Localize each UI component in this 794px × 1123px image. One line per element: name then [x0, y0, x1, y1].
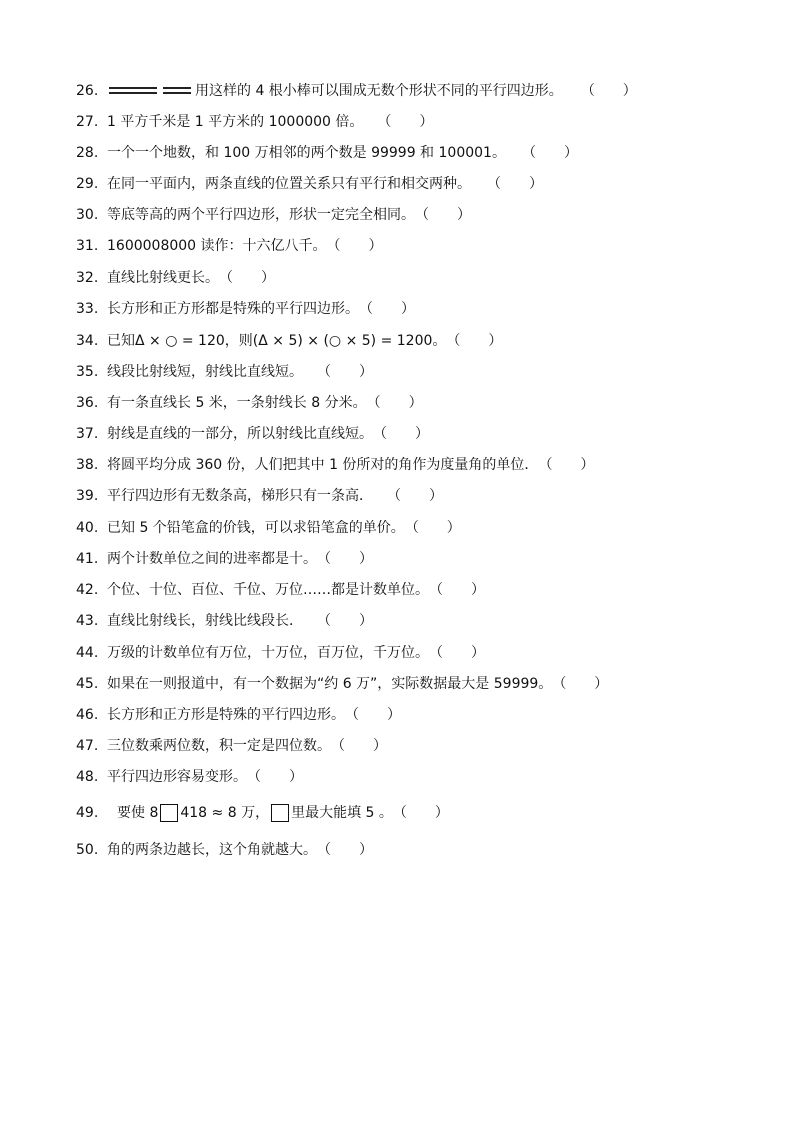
answer-parentheses: （ ） — [373, 426, 429, 442]
question-number: 35. — [76, 364, 99, 380]
answer-parentheses: （ ） — [446, 333, 503, 349]
question-text: 两个计数单位之间的进率都是十。 — [107, 551, 317, 567]
answer-parentheses: （ ） — [247, 769, 303, 785]
question-39 — [76, 485, 443, 507]
question-number: 30. — [76, 207, 99, 223]
sticks-illustration — [107, 84, 193, 98]
question-number: 46. — [76, 707, 99, 723]
question-number: 44. — [76, 645, 99, 661]
question-number: 50. — [76, 842, 99, 858]
question-32 — [76, 267, 275, 289]
question-number: 33. — [76, 301, 99, 317]
answer-parentheses: （ ） — [317, 551, 373, 567]
question-35 — [76, 361, 373, 383]
question-text: 角的两条边越长，这个角就越大。 — [107, 842, 317, 858]
question-text: 线段比射线短，射线比直线短。 — [107, 364, 303, 380]
question-text: 长方形和正方形都是特殊的平行四边形。 — [107, 301, 359, 317]
answer-parentheses: （ ） — [317, 613, 373, 629]
question-text: 直线比射线长，射线比线段长． — [107, 613, 303, 629]
answer-parentheses: （ ） — [366, 395, 423, 411]
question-text: 用这样的 4 根小棒可以围成无数个形状不同的平行四边形。 — [195, 83, 563, 99]
question-text-part-b: 418 ≈ 8 万， — [180, 805, 270, 821]
question-text: 一个一个地数，和 100 万相邻的两个数是 99999 和 100001。 — [107, 145, 506, 161]
question-number: 45. — [76, 676, 99, 692]
question-number: 32. — [76, 270, 99, 286]
question-47 — [76, 735, 387, 757]
question-text: 如果在一则报道中，有一个数据为“约 6 万”，实际数据最大是 59999。 — [107, 676, 553, 692]
question-text: 直线比射线更长。 — [107, 270, 219, 286]
question-31 — [76, 235, 383, 257]
question-number: 39. — [76, 488, 99, 504]
question-number: 34. — [76, 333, 99, 349]
answer-parentheses: （ ） — [580, 83, 637, 99]
question-41 — [76, 548, 373, 570]
question-text: 万级的计数单位有万位，十万位，百万位，千万位。 — [107, 645, 429, 661]
blank-box — [160, 804, 178, 822]
question-number: 27. — [76, 114, 99, 130]
question-text: 长方形和正方形是特殊的平行四边形。 — [107, 707, 345, 723]
answer-parentheses: （ ） — [552, 676, 609, 692]
blank-box — [271, 804, 289, 822]
question-number: 31. — [76, 238, 99, 254]
answer-parentheses: （ ） — [387, 488, 443, 504]
question-text: 射线是直线的一部分，所以射线比直线短。 — [107, 426, 373, 442]
answer-parentheses: （ ） — [538, 457, 595, 473]
question-33 — [76, 298, 415, 320]
question-43 — [76, 610, 373, 632]
answer-parentheses: （ ） — [326, 238, 383, 254]
question-number: 41. — [76, 551, 99, 567]
answer-parentheses: （ ） — [377, 114, 434, 130]
question-50 — [76, 839, 373, 861]
question-text: 个位、十位、百位、千位、万位……都是计数单位。 — [107, 582, 429, 598]
question-number: 47. — [76, 738, 99, 754]
question-text: 平行四边形有无数条高，梯形只有一条高． — [107, 488, 373, 504]
answer-parentheses: （ ） — [392, 805, 449, 821]
answer-parentheses: （ ） — [359, 301, 415, 317]
question-text: 将圆平均分成 360 份，人们把其中 1 份所对的角作为度量角的单位． — [107, 457, 539, 473]
question-34 — [76, 330, 502, 352]
answer-parentheses: （ ） — [521, 145, 578, 161]
question-30 — [76, 204, 471, 226]
answer-parentheses: （ ） — [317, 842, 373, 858]
question-text: 平行四边形容易变形。 — [107, 769, 247, 785]
question-28 — [76, 142, 578, 164]
question-number: 26. — [76, 83, 99, 99]
question-number: 36. — [76, 395, 99, 411]
answer-parentheses: （ ） — [487, 176, 543, 192]
question-text: 等底等高的两个平行四边形，形状一定完全相同。 — [107, 207, 415, 223]
answer-parentheses: （ ） — [429, 645, 485, 661]
answer-parentheses: （ ） — [345, 707, 401, 723]
question-27 — [76, 111, 433, 133]
question-text: 已知Δ × ○ = 120，则(Δ × 5) × (○ × 5) = 1200。 — [107, 333, 447, 349]
question-44 — [76, 642, 485, 664]
answer-parentheses: （ ） — [404, 520, 461, 536]
question-36 — [76, 392, 423, 414]
question-number: 28. — [76, 145, 99, 161]
question-number: 40. — [76, 520, 99, 536]
answer-parentheses: （ ） — [331, 738, 387, 754]
answer-parentheses: （ ） — [415, 207, 471, 223]
question-text: 已知 5 个铅笔盒的价钱，可以求铅笔盒的单价。 — [107, 520, 405, 536]
question-38 — [76, 454, 594, 476]
question-text-part-a: 要使 8 — [117, 805, 159, 821]
question-number: 37. — [76, 426, 99, 442]
question-40 — [76, 517, 461, 539]
question-text: 有一条直线长 5 米，一条射线长 8 分米。 — [107, 395, 367, 411]
question-number: 49. — [76, 805, 99, 821]
question-number: 42. — [76, 582, 99, 598]
answer-parentheses: （ ） — [317, 364, 373, 380]
question-45 — [76, 673, 608, 695]
question-49 — [76, 802, 449, 824]
question-42 — [76, 579, 485, 601]
question-37 — [76, 423, 429, 445]
question-48 — [76, 766, 303, 788]
question-text: 在同一平面内，两条直线的位置关系只有平行和相交两种。 — [107, 176, 471, 192]
question-text-part-c: 里最大能填 5 。 — [291, 805, 393, 821]
question-46 — [76, 704, 401, 726]
answer-parentheses: （ ） — [219, 270, 275, 286]
question-number: 29. — [76, 176, 99, 192]
question-number: 48. — [76, 769, 99, 785]
question-26 — [76, 80, 637, 102]
answer-parentheses: （ ） — [429, 582, 485, 598]
question-text: 三位数乘两位数，积一定是四位数。 — [107, 738, 331, 754]
question-29 — [76, 173, 543, 195]
question-number: 43. — [76, 613, 99, 629]
question-number: 38. — [76, 457, 99, 473]
question-text: 1600008000 读作：十六亿八千。 — [107, 238, 327, 254]
question-text: 1 平方千米是 1 平方米的 1000000 倍。 — [107, 114, 364, 130]
